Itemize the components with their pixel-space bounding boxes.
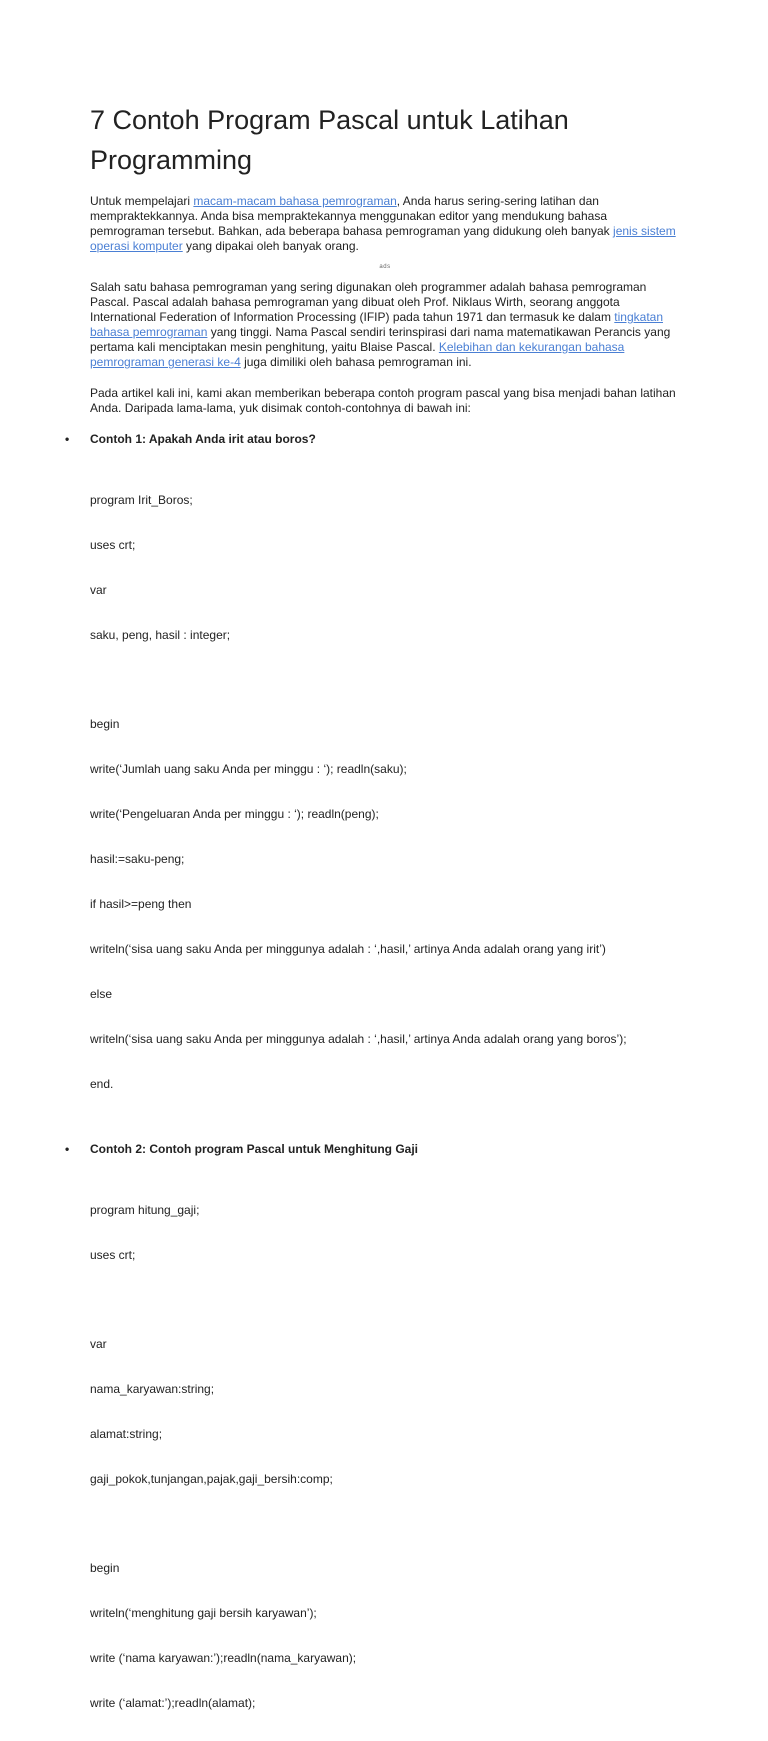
- example-1-code-body: [90, 687, 680, 1122]
- link-jenis-sistem-operasi[interactable]: jenis sistem operasi komputer: [90, 224, 676, 253]
- code-line: uses crt;: [90, 1248, 136, 1262]
- code-line: begin: [90, 717, 120, 731]
- code-line: var: [90, 1337, 107, 1351]
- code-line: hasil:=saku-peng;: [90, 852, 185, 866]
- example-2-heading-text: Contoh 2: Contoh program Pascal untuk Menghitung Gaji: [90, 1142, 418, 1156]
- example-1-code-declarations: [90, 463, 680, 673]
- code-line: nama_karyawan:string;: [90, 1382, 215, 1396]
- code-line: begin: [90, 1561, 120, 1575]
- article-intro-paragraph: Pada artikel kali ini, kami akan memberikan beberapa contoh program pascal yang bisa menjadi bahan latihan Anda. Daripada lama-lama, yuk disimak contoh-contohnya di bawah ini:: [90, 386, 676, 415]
- code-line: saku, peng, hasil : integer;: [90, 628, 231, 642]
- page-title: 7 Contoh Program Pascal untuk Latihan Programming: [90, 105, 569, 175]
- link-tingkatan-bahasa[interactable]: tingkatan bahasa pemrograman: [90, 310, 663, 339]
- code-line: end.: [90, 1077, 114, 1091]
- code-line: alamat:string;: [90, 1427, 163, 1441]
- code-line: writeln(‘menghitung gaji bersih karyawan’);: [90, 1606, 317, 1620]
- example-1-heading-text: Contoh 1: Apakah Anda irit atau boros?: [90, 432, 316, 446]
- intro-paragraph: [90, 194, 680, 254]
- pascal-paragraph: [90, 280, 680, 370]
- para2-text-2: yang tinggi. Nama Pascal sendiri terinspirasi dari nama matematikawan Perancis yang pertama kali menciptakan mesin penghitung, yaitu Blaise Pascal.: [90, 325, 671, 354]
- example-2-code-body: [90, 1531, 680, 1741]
- intro-text-2: , Anda harus sering-sering latihan dan mempraktekkannya. Anda bisa mempraktekannya menggunakan editor yang mendukung bahasa pemrograman tersebut. Bahkan, ada beberapa bahasa pemrograman yang didukung oleh banyak: [90, 194, 614, 238]
- para2-text-1: Salah satu bahasa pemrograman yang sering digunakan oleh programmer adalah bahasa pemrograman Pascal. Pascal adalah bahasa pemrograman yang dibuat oleh Prof. Niklaus Wirth, seorang anggota International Federation of Information Processing (IFIP) pada tahun 1971 dan termasuk ke dalam: [90, 280, 647, 324]
- code-line: else: [90, 987, 113, 1001]
- para2-text-3: juga dimiliki oleh bahasa pemrograman ini.: [240, 355, 472, 369]
- link-macam-macam-bahasa[interactable]: macam-macam bahasa pemrograman: [193, 194, 397, 208]
- code-line: uses crt;: [90, 538, 136, 552]
- example-2-code-header: [90, 1173, 680, 1293]
- code-line: gaji_pokok,tunjangan,pajak,gaji_bersih:comp;: [90, 1472, 333, 1486]
- code-line: write (‘alamat:’);readln(alamat);: [90, 1696, 256, 1710]
- code-line: if hasil>=peng then: [90, 897, 192, 911]
- code-line: writeln(‘sisa uang saku Anda per minggunya adalah : ‘,hasil,’ artinya Anda adalah orang yang irit’): [90, 942, 606, 956]
- code-line: write(‘Jumlah uang saku Anda per minggu : ‘); readln(saku);: [90, 762, 407, 776]
- link-kelebihan-kekurangan[interactable]: Kelebihan dan kekurangan bahasa pemrograman generasi ke-4: [90, 340, 625, 369]
- example-2-heading: [65, 1142, 680, 1157]
- ads-label: ads: [379, 264, 391, 270]
- document-page: [65, 100, 680, 1741]
- bullet-icon: •: [65, 432, 70, 446]
- example-1-heading: [65, 432, 680, 447]
- code-line: program hitung_gaji;: [90, 1203, 200, 1217]
- code-line: program Irit_Boros;: [90, 493, 193, 507]
- code-line: writeln(‘sisa uang saku Anda per minggunya adalah : ‘,hasil,’ artinya Anda adalah orang yang boros’);: [90, 1032, 627, 1046]
- code-line: write(‘Pengeluaran Anda per minggu : ‘); readln(peng);: [90, 807, 379, 821]
- intro-text-1: Untuk mempelajari: [90, 194, 194, 208]
- bullet-icon: •: [65, 1142, 70, 1156]
- intro-text-3: yang dipakai oleh banyak orang.: [182, 239, 359, 253]
- example-2-code-declarations: [90, 1307, 680, 1517]
- code-line: var: [90, 583, 107, 597]
- code-line: write (‘nama karyawan:’);readln(nama_karyawan);: [90, 1651, 357, 1665]
